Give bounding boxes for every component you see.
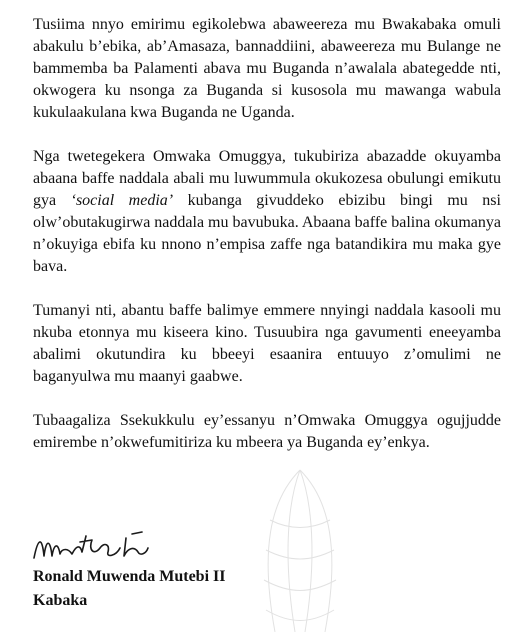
crest-watermark [200,460,400,632]
paragraph-2-text-a: Nga twetegekera Omwaka Omuggya, tukubiriza abazadde okuyamba abaana baffe naddala abali mu luwummula okukozesa obulungi emikutu gya [33,148,501,209]
paragraph-1: Tusiima nnyo emirimu egikolebwa abaweereza mu Bwakabaka omuli abakulu b’ebika, ab’Amasaza, bannaddiini, abaweereza mu Bulange ne bammemba ba Palamenti abava mu Buganda n’awalala abategedde nti, okwogera ku nsonga za Buganda si kusosola mu mawanga wabula kukulaakulana kwa Buganda ne Uganda. [33,16,501,121]
paragraph-2-italic: ‘social media’ [70,192,174,209]
paragraph-4: Tubaagaliza Ssekukkulu ey’essanyu n’Omwaka Omuggya ogujjudde emirembe n’okwefumitiriza ku mbeera ya Buganda ey’enkya. [33,412,501,451]
letter-body [33,14,501,476]
paragraph-3: Tumanyi nti, abantu baffe balimye emmere nnyingi naddala kasooli mu nkuba etonnya mu kiseera kino. Tusuubira nga gavumenti eneeyamba abalimi okutundira ku bbeeyi esaanira entuuyo z’omulimi ne baganyulwa mu maanyi gaabwe. [33,302,501,385]
signatory-title: Kabaka [33,592,88,609]
paragraph-2 [33,146,501,278]
paragraph-2-text-b: kubanga givuddeko ebizibu bingi mu nsi olw’obutakugirwa naddala mu bavubuka. Abaana baffe balina okumanya n’okuyiga ebifa ku nnono n’empisa zaffe nga batandikira mu maka gye bava. [33,192,501,275]
handwritten-signature [28,528,168,564]
signatory-name: Ronald Muwenda Mutebi II [33,568,226,585]
